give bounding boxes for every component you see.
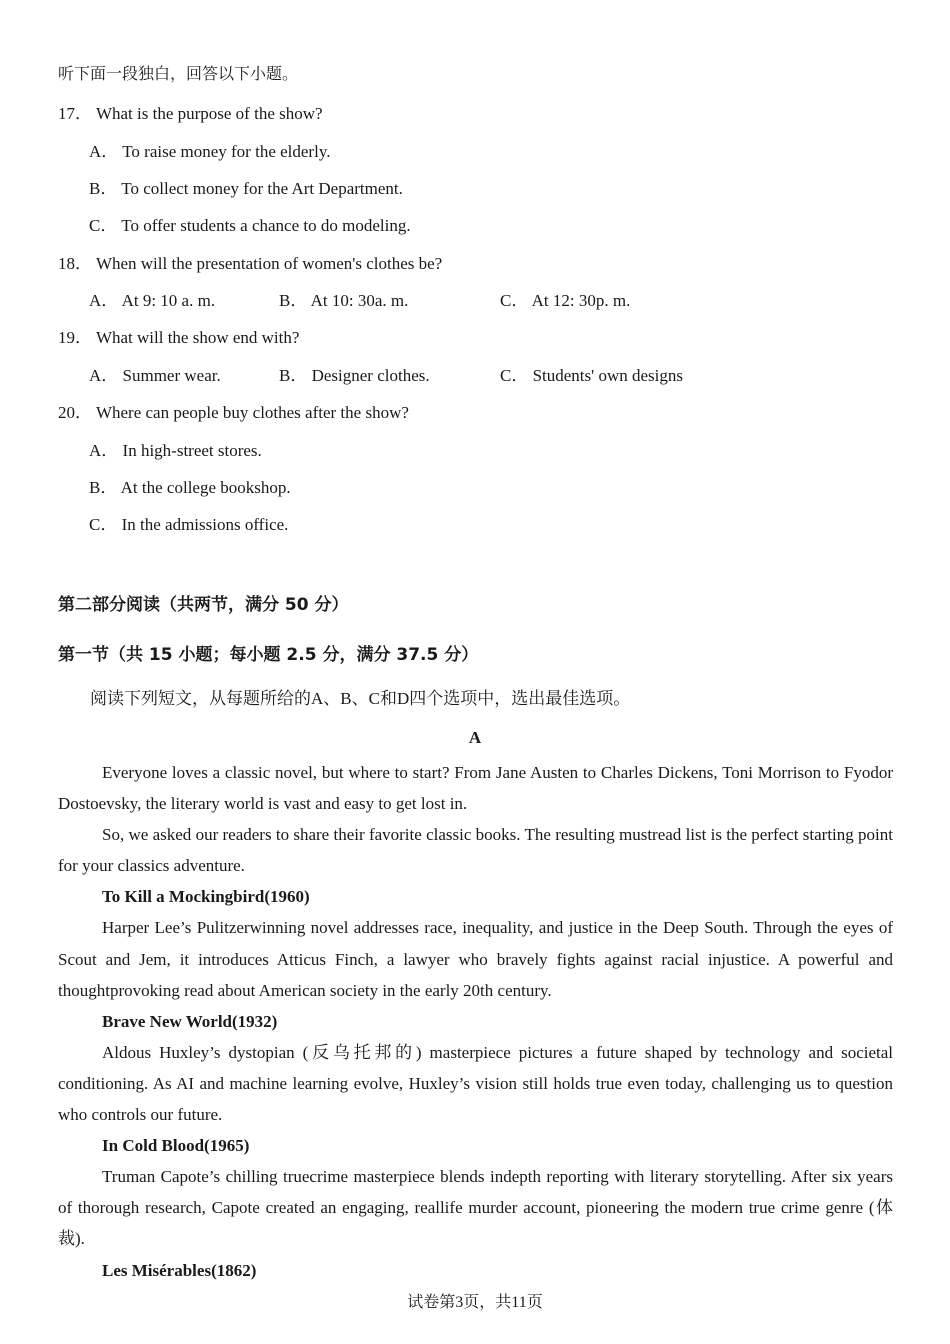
option-19-b: B． Designer clothes.: [279, 366, 430, 385]
option-19-c: C． Students' own designs: [500, 366, 683, 385]
book-title: In Cold Blood(1965): [102, 1136, 250, 1156]
option-20-a: A． In high-street stores.: [89, 441, 262, 460]
option-18-a: A． At 9: 10 a. m.: [89, 291, 216, 310]
reading-instruction: 阅读下列短文，从每题所给的A、B、C和D四个选项中，选出最佳选项。: [90, 689, 631, 708]
passage-paragraph: Everyone loves a classic novel, but where to start? From Jane Austen to Charles Dickens, Toni Morrison to Fyodor Dostoevsky, the literary world is vast and easy to get lost in.: [58, 763, 893, 814]
part2-heading: 第二部分阅读（共两节，满分 50 分）: [58, 595, 349, 615]
option-18-c: C． At 12: 30p. m.: [500, 291, 631, 310]
passage-paragraph: So, we asked our readers to share their favorite classic books. The resulting mustread list is the perfect starting point for your classics adventure.: [58, 825, 893, 876]
question-19: 19． What will the show end with?: [58, 328, 300, 347]
option-18-b: B． At 10: 30a. m.: [279, 291, 409, 310]
book-title: To Kill a Mockingbird(1960): [102, 887, 310, 907]
option-17-b: B． To collect money for the Art Department.: [89, 179, 403, 198]
reading-passage: [58, 757, 893, 1286]
section1-heading: 第一节（共 15 小题；每小题 2.5 分，满分 37.5 分）: [58, 645, 479, 665]
passage-paragraph: Truman Capote’s chilling truecrime masterpiece blends indepth reporting with literary storytelling. After six years of thorough research, Capote created an engaging, reallife murder account, pioneering the modern true crime genre (体裁).: [58, 1167, 893, 1249]
book-title: Les Misérables(1862): [102, 1260, 257, 1280]
book-title: Brave New World(1932): [102, 1011, 278, 1031]
option-17-a: A． To raise money for the elderly.: [89, 142, 331, 161]
passage-paragraph: Aldous Huxley’s dystopian (反乌托邦的) masterpiece pictures a future shaped by technology and societal conditioning. As AI and machine learning evolve, Huxley’s vision still holds true even today, challenging us to question who controls our future.: [58, 1042, 893, 1125]
question-17: 17． What is the purpose of the show?: [58, 104, 323, 123]
question-20: 20． Where can people buy clothes after the show?: [58, 403, 409, 422]
listening-intro: 听下面一段独白，回答以下小题。: [58, 66, 299, 83]
question-18: 18． When will the presentation of women's clothes be?: [58, 254, 443, 273]
option-20-c: C． In the admissions office.: [89, 515, 289, 534]
passage-paragraph: Harper Lee’s Pulitzerwinning novel addresses race, inequality, and justice in the Deep South. Through the eyes of Scout and Jem, it introduces Atticus Finch, a lawyer who bravely fights against racial injustice. A powerful and thoughtprovoking read about American society in the early 20th century.: [58, 918, 893, 1000]
passage-letter: A: [468, 728, 482, 747]
option-19-a: A． Summer wear.: [89, 366, 221, 385]
option-20-b: B． At the college bookshop.: [89, 478, 291, 497]
page-footer: 试卷第3页，共11页: [407, 1294, 543, 1311]
option-17-c: C． To offer students a chance to do modeling.: [89, 216, 411, 235]
